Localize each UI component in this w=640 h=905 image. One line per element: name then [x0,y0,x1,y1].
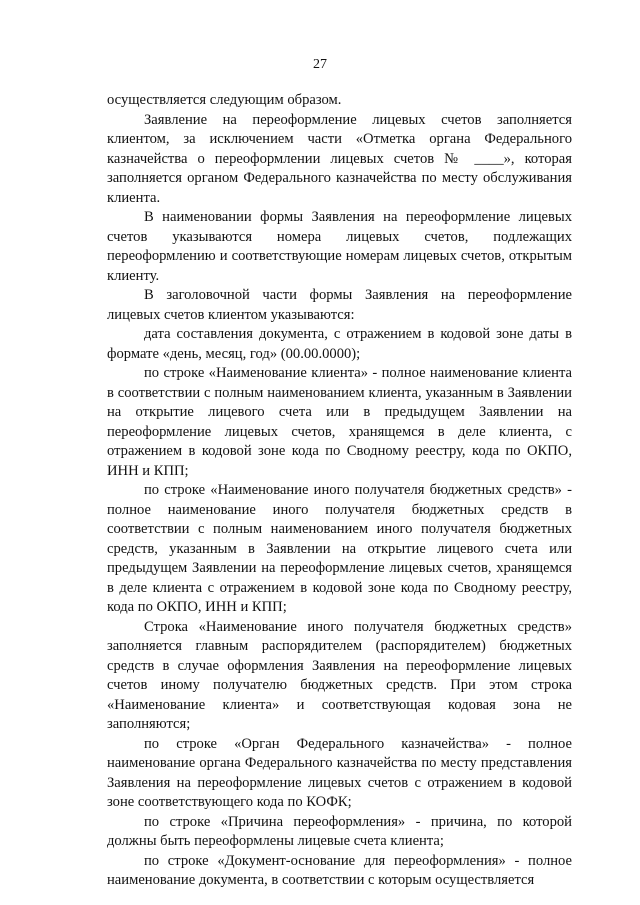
page-number: 27 [313,57,327,72]
paragraph: по строке «Документ-основание для переоформления» - полное наименование документа, в соответствии с которым осуществляется [107,852,572,888]
paragraph: В заголовочной части формы Заявления на переоформление лицевых счетов клиентом указываются: [107,287,572,323]
paragraph-continuation: осуществляется следующим образом. [107,92,342,108]
paragraph: по строке «Наименование иного получателя бюджетных средств» - полное наименование иного получателя бюджетных средств в соответствии с полным наименованием иного получателя бюджетных средств, указанным в Заявлении на открытие лицевого счета или предыдущем Заявлении на переоформление лицевых счетов, хранящемся в деле клиента с отражением в кодовой зоне кода по Сводному реестру, кода по ОКПО, ИНН и КПП; [107,482,572,615]
paragraph: В наименовании формы Заявления на переоформление лицевых счетов указываются номера лицевых счетов, подлежащих переоформлению и соответствующие номерам лицевых счетов, открытым клиенту. [107,209,572,284]
paragraph: дата составления документа, с отражением в кодовой зоне даты в формате «день, месяц, год» (00.00.0000); [107,326,572,362]
paragraph: по строке «Наименование клиента» - полное наименование клиента в соответствии с полным наименованием клиента, указанным в Заявлении на открытие лицевого счета или в предыдущем Заявлении на переоформление лицевых счетов, хранящемся в деле клиента, с отражением в кодовой зоне кода по Сводному реестру, кода по ОКПО, ИНН и КПП; [107,365,572,479]
paragraph: Заявление на переоформление лицевых счетов заполняется клиентом, за исключением части «Отметка органа Федерального казначейства о переоформлении лицевых счетов № ____», которая заполняется органом Федерального казначейства по месту обслуживания клиента. [107,111,572,206]
paragraph: Строка «Наименование иного получателя бюджетных средств» заполняется главным распорядителем (распорядителем) бюджетных средств в случае оформления Заявления на переоформление лицевых счетов иному получателю бюджетных средств. При этом строка «Наименование клиента» и соответствующая кодовая зона не заполняются; [107,618,572,732]
paragraph: по строке «Орган Федерального казначейства» - полное наименование органа Федерального казначейства по месту представления Заявления на переоформление лицевых счетов с отражением в кодовой зоне соответствующего кода по КОФК; [107,735,572,810]
body-text [107,91,572,891]
paragraph: по строке «Причина переоформления» - причина, по которой должны быть переоформлены лицевые счета клиента; [107,813,572,849]
